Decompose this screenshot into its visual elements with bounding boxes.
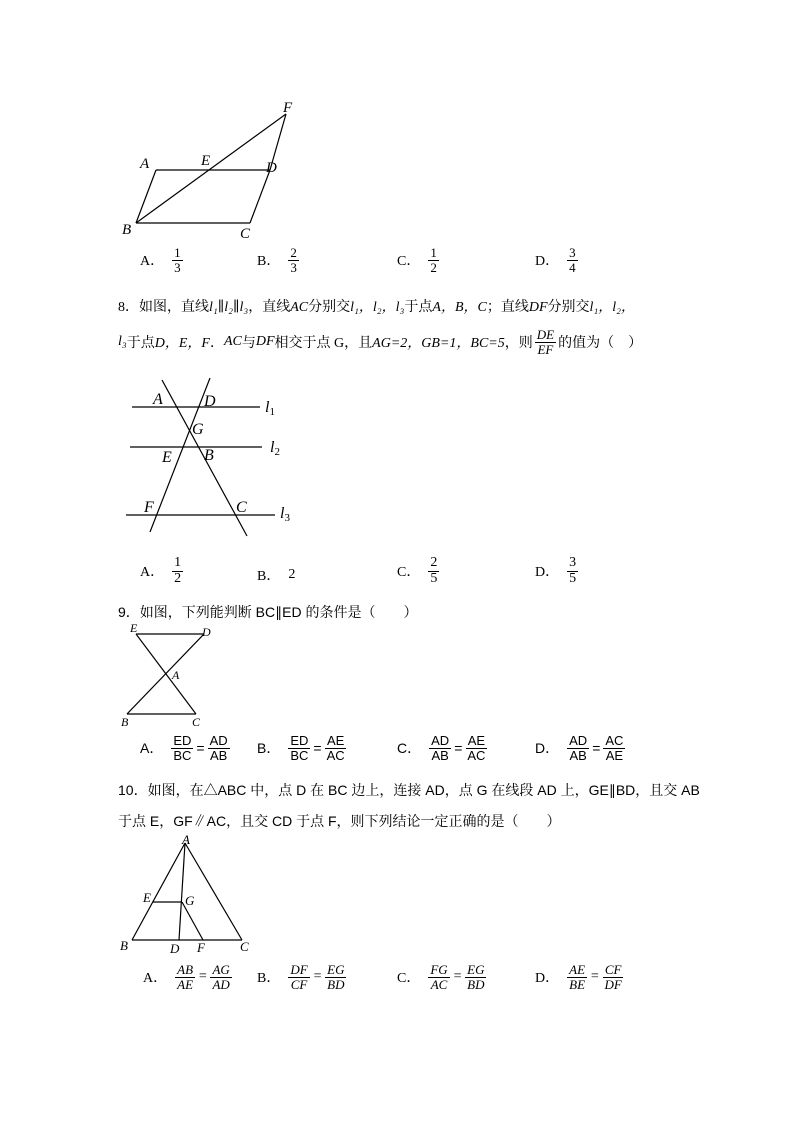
q10-label-b: B: [120, 938, 128, 953]
option-letter: B．: [257, 971, 281, 987]
option-letter: B．: [257, 740, 281, 757]
q10-option-d[interactable]: D． $\frac{AE}{BE}$ = $\frac{CF}{DF}$: [535, 962, 622, 992]
q7-label-e: E: [201, 153, 211, 169]
q9-label-b: B: [121, 715, 129, 729]
q9-option-c[interactable]: C． $\frac{AD}{AB}$ = $\frac{AE}{AC}$: [397, 733, 486, 763]
q10-stem-line2: 于点 E，GF∥AC，且交 CD 于点 F，则下列结论一定正确的是（ ）: [118, 813, 561, 829]
q9-stem: 9．如图，下列能判断 BC∥ED 的条件是（ ）: [118, 604, 418, 620]
q10-label-d: D: [170, 941, 180, 956]
q9-option-a[interactable]: A． $\frac{ED}{BC}$ = $\frac{AD}{AB}$: [140, 733, 228, 763]
q8-label-l1: l1: [265, 399, 275, 418]
q7-option-b[interactable]: B． $\frac{2}{3}$: [257, 245, 297, 275]
q9-option-b[interactable]: B． $\frac{ED}{BC}$ = $\frac{AE}{AC}$: [257, 733, 345, 763]
option-letter: A．: [140, 254, 165, 270]
option-letter: B．: [257, 254, 281, 270]
q8-label-e: E: [162, 449, 172, 466]
option-letter: B．: [257, 569, 281, 584]
option-letter: D．: [535, 254, 560, 270]
q7-label-d: D: [266, 160, 277, 176]
option-letter: C．: [397, 971, 421, 987]
q10-option-b[interactable]: B． $\frac{DF}{CF}$ = $\frac{EG}{BD}$: [257, 962, 345, 992]
q7-option-a[interactable]: A． $\frac{1}{3}$: [140, 245, 181, 275]
q10-label-g: G: [185, 893, 195, 908]
q8-option-b[interactable]: B． 2: [257, 567, 296, 584]
option-letter: C．: [397, 740, 422, 757]
q7-label-a: A: [140, 156, 150, 172]
option-letter: C．: [397, 254, 421, 270]
q8-label-d: D: [204, 393, 216, 410]
q10-stem-line1: 10．如图，在△ABC 中，点 D 在 BC 边上，连接 AD，点 G 在线段 AD 上，GE∥BD，且交 AB: [118, 782, 700, 798]
q10-label-f: F: [197, 940, 205, 955]
q7-option-c[interactable]: C． $\frac{1}{2}$: [397, 245, 437, 275]
option-letter: D．: [535, 740, 560, 757]
q8-label-f: F: [144, 499, 154, 516]
q8-stem-line2: l₃ 于点 D，E，F ． AC 与 DF 相交于点 G，且 AG=2，GB=1，BC=5 ，则 $\frac{DE}{EF}$ 的值为（ ）: [118, 327, 643, 357]
q8-label-l3: l3: [280, 505, 290, 524]
q7-label-f: F: [283, 100, 293, 116]
q8-label-b: B: [204, 447, 214, 464]
q7-figure: [110, 92, 310, 242]
q8-ratio-fraction: $\frac{DE}{EF}$: [536, 327, 555, 357]
q9-label-c: C: [192, 715, 201, 729]
q10-option-a[interactable]: A． $\frac{AB}{AE}$ = $\frac{AG}{AD}$: [143, 962, 230, 992]
q7-label-b: B: [122, 222, 132, 238]
option-letter: D．: [535, 565, 560, 581]
q10-figure: [114, 834, 264, 958]
option-letter: C．: [397, 565, 421, 581]
q8-figure: [120, 372, 310, 542]
q8-label-g: G: [192, 421, 204, 438]
q8-label-a: A: [153, 391, 163, 408]
q10-label-a: A: [182, 832, 190, 847]
q7-label-c: C: [240, 226, 251, 242]
q10-label-e: E: [143, 890, 151, 905]
q8-stem-line1: 8．如图，直线l₁∥l₂∥l₃，直线AC分别交l₁，l₂，l₃于点A，B，C；直线DF分别交l₁，l₂，: [118, 300, 636, 315]
q8-option-a[interactable]: A． $\frac{1}{2}$: [140, 555, 182, 586]
q9-label-d: D: [202, 625, 211, 639]
q8-label-l2: l2: [270, 439, 280, 458]
option-letter: A．: [140, 740, 164, 757]
q9-label-a: A: [172, 668, 180, 682]
q10-option-c[interactable]: C． $\frac{FG}{AC}$ = $\frac{EG}{BD}$: [397, 962, 485, 992]
q8-option-d[interactable]: D． $\frac{3}{5}$: [535, 555, 577, 586]
option-letter: D．: [535, 971, 560, 987]
q9-option-d[interactable]: D． $\frac{AD}{AB}$ = $\frac{AC}{AE}$: [535, 733, 624, 763]
q9-label-e: E: [130, 621, 138, 635]
option-letter: A．: [140, 565, 165, 581]
q10-label-c: C: [240, 939, 249, 954]
option-letter: A．: [143, 971, 168, 987]
q7-option-d[interactable]: D． $\frac{3}{4}$: [535, 245, 576, 275]
q8-label-c: C: [236, 499, 247, 516]
q9-figure: [114, 622, 224, 732]
q8-option-c[interactable]: C． $\frac{2}{5}$: [397, 555, 438, 586]
